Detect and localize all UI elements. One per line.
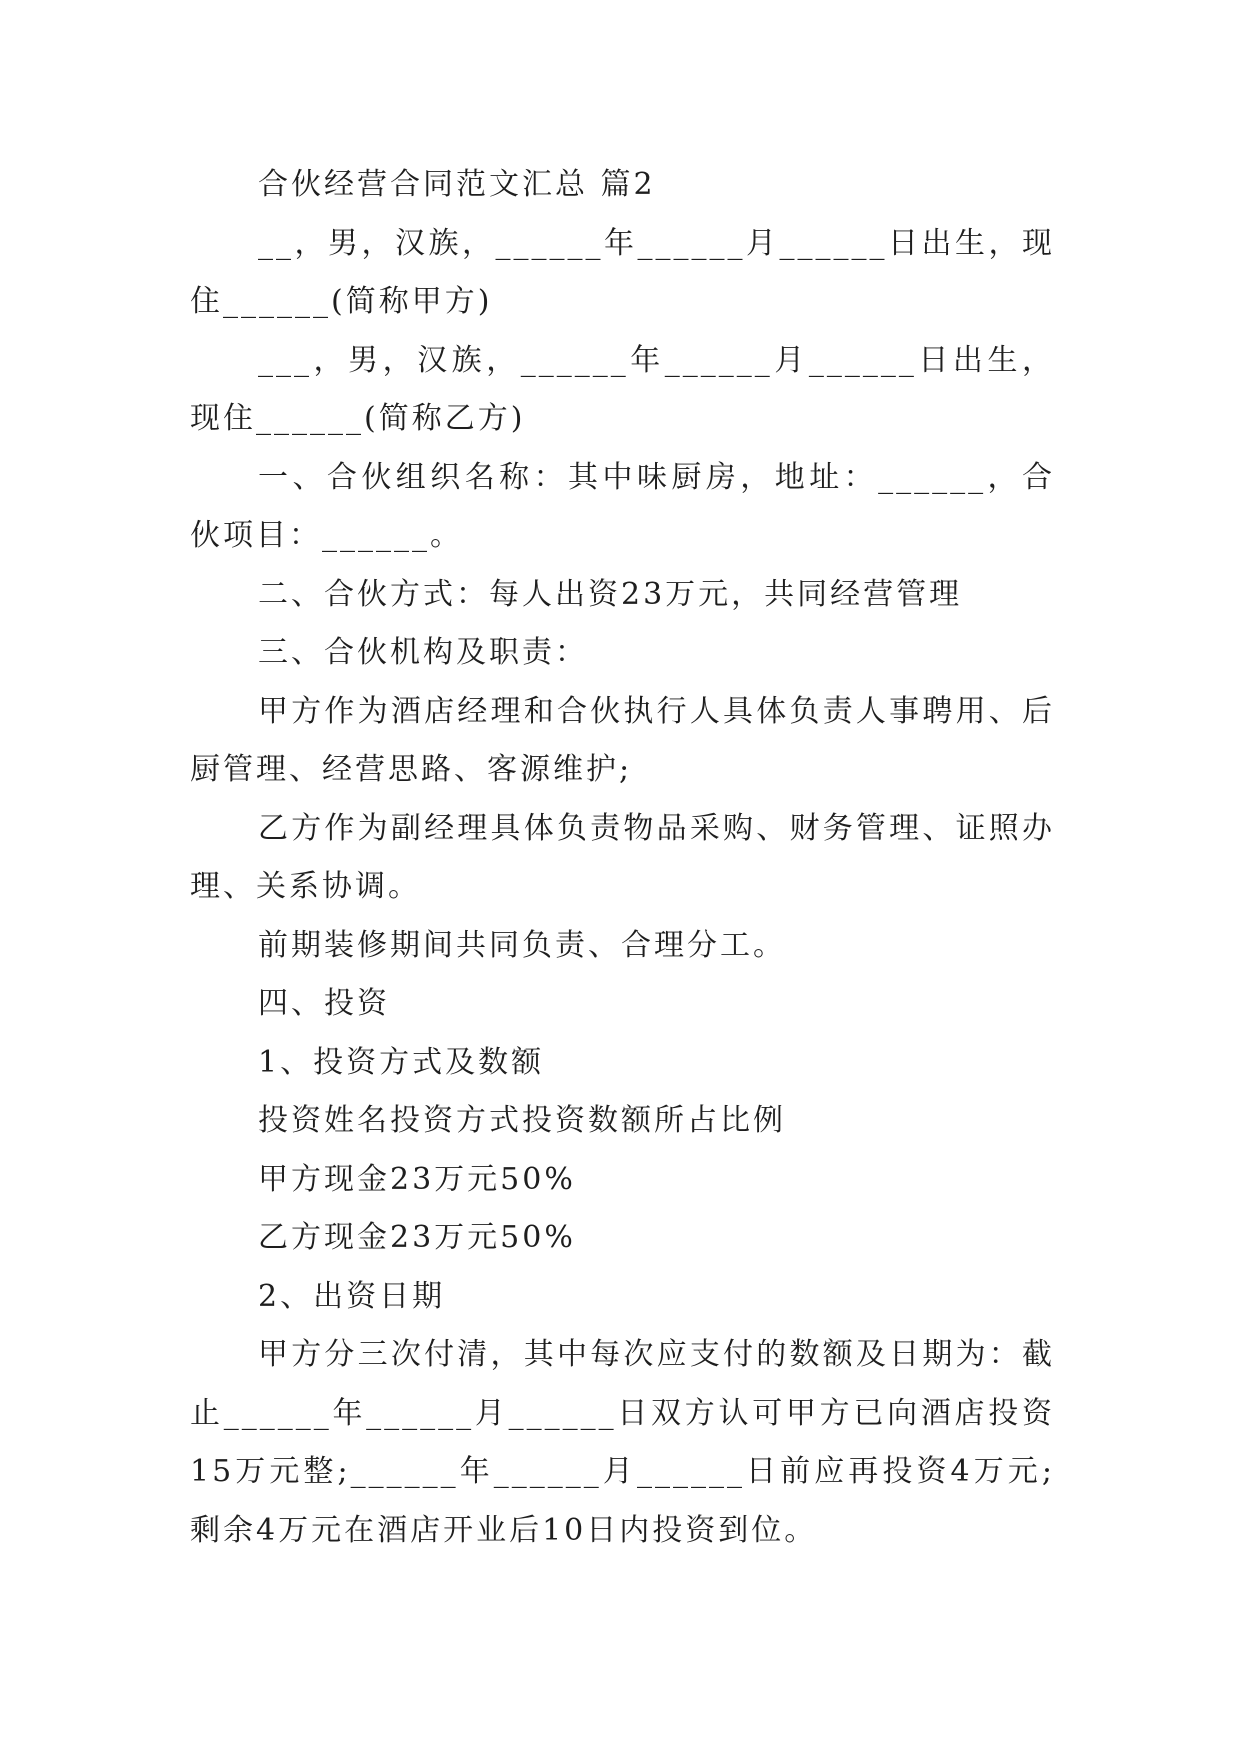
investment-subheading-2: 2、出资日期 — [258, 1278, 446, 1314]
section-title: 合伙经营合同范文汇总 篇2 — [258, 167, 656, 202]
investment-subheading-1: 1、投资方式及数额 — [258, 1044, 545, 1080]
investment-row-party-b: 乙方现金23万元50% — [258, 1220, 576, 1255]
document-body — [190, 156, 1055, 1560]
investment-row-party-a: 甲方现金23万元50% — [258, 1161, 576, 1197]
renovation-duties: 前期装修期间共同负责、合理分工。 — [258, 927, 786, 963]
party-b-info: ___，男，汉族，______年______月______日出生，现住______(简称乙方) — [190, 342, 1055, 436]
clause-3-heading: 三、合伙机构及职责： — [258, 635, 588, 670]
payment-schedule: 甲方分三次付清，其中每次应支付的数额及日期为：截止______年______月______日双方认可甲方已向酒店投资15万元整;______年______月______日前应再投资4万元;剩余4万元在酒店开业后10日内投资到位。 — [190, 1337, 1055, 1548]
clause-2-partnership-method: 二、合伙方式：每人出资23万元，共同经营管理 — [258, 576, 963, 612]
party-a-info: __，男，汉族，______年______月______日出生，现住______(简称甲方) — [190, 225, 1055, 319]
clause-1-partnership-name: 一、合伙组织名称：其中味厨房，地址：______，合伙项目：______。 — [190, 459, 1055, 553]
party-a-duties: 甲方作为酒店经理和合伙执行人具体负责人事聘用、后厨管理、经营思路、客源维护; — [190, 693, 1055, 787]
party-b-duties: 乙方作为副经理具体负责物品采购、财务管理、证照办理、关系协调。 — [190, 810, 1055, 904]
investment-table-header: 投资姓名投资方式投资数额所占比例 — [258, 1103, 786, 1138]
clause-4-heading: 四、投资 — [258, 986, 390, 1021]
